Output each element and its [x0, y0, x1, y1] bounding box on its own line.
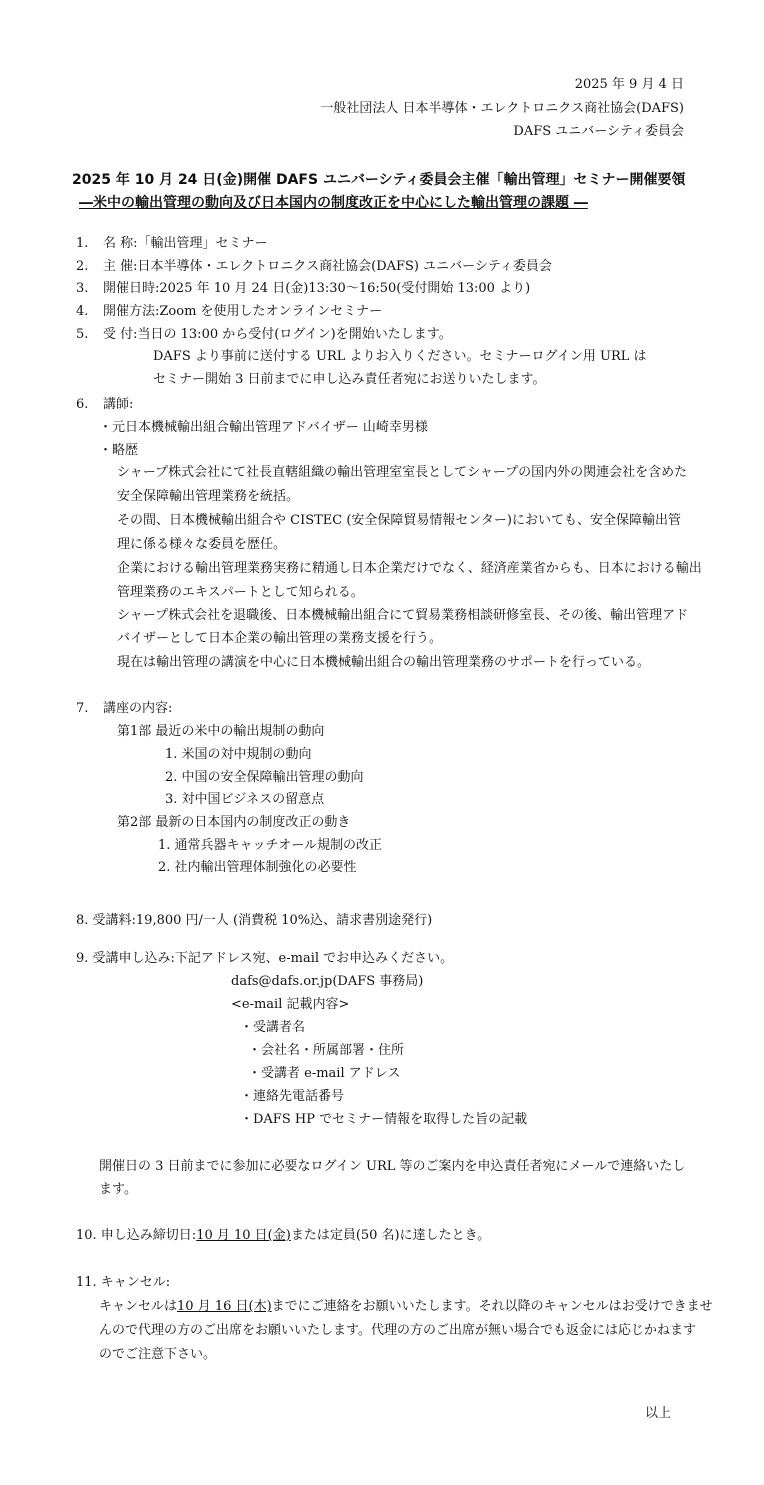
item-2: 2. 主 催:日本半導体・エレクトロニクス商社協会(DAFS) ユニバーシティ委員会 [76, 259, 552, 274]
item-5: 5. 受 付:当日の 13:00 から受付(ログイン)を開始いたします。 [76, 327, 452, 342]
cancel-policy-line-3: のでご注意下さい。 [99, 1347, 217, 1362]
document-title: 2025 年 10 月 24 日(金)開催 DAFS ユニバーシティ委員会主催「輸出管理」セミナー開催要領 [72, 172, 686, 188]
part-1-topic: 3. 対中国ビジネスの留意点 [165, 792, 325, 807]
item-4: 4. 開催方法:Zoom を使用したオンラインセミナー [76, 304, 383, 319]
document-date: 2025 年 9 月 4 日 [574, 77, 684, 92]
cancel-policy-line-2: んので代理の方のご出席をお願いいたします。代理の方のご出席が無い場合でも返金には応じかねます [99, 1323, 696, 1338]
part-2-heading: 第2部 最新の日本国内の制度改正の動き [117, 815, 351, 830]
email-contents-label: <e-mail 記載内容> [231, 997, 350, 1012]
email-content-item: ・会社名・所属部署・住所 [248, 1043, 405, 1058]
deadline-date: 10 月 10 日(金) [196, 1228, 291, 1243]
login-notice-line-1: 開催日の 3 日前までに参加に必要なログイン URL 等のご案内を申込責任者宛にメールで連絡いたし [99, 1159, 686, 1174]
sender-committee: DAFS ユニバーシティ委員会 [513, 124, 684, 139]
item-1: 1. 名 称:「輸出管理」セミナー [76, 236, 268, 251]
email-content-item: ・受講者 e-mail アドレス [248, 1066, 401, 1081]
lecturer-name: ・元日本機械輸出組合輸出管理アドバイザー 山崎幸男様 [99, 420, 428, 435]
career-label: ・略歴 [99, 443, 139, 458]
career-line: 安全保障輸出管理業務を統括。 [117, 489, 300, 504]
part-2-topic: 2. 社内輸出管理体制強化の必要性 [158, 860, 357, 875]
item-8-fee: 8. 受講料:19,800 円/一人 (消費税 10%込、請求書別途発行) [76, 913, 433, 928]
part-1-topic: 2. 中国の安全保障輸出管理の動向 [165, 770, 364, 785]
email-content-item: ・DAFS HP でセミナー情報を取得した旨の記載 [240, 1112, 528, 1127]
closing-mark: 以上 [645, 1406, 672, 1421]
item-7: 7. 講座の内容: [76, 701, 173, 716]
career-line: シャープ株式会社を退職後、日本機械輸出組合にて貿易業務相談研修室長、その後、輸出管理アド [117, 608, 689, 623]
contact-email: dafs@dafs.or.jp(DAFS 事務局) [231, 974, 424, 989]
sender-organization: 一般社団法人 日本半導体・エレクトロニクス商社協会(DAFS) [320, 101, 684, 116]
login-notice-line-2: ます。 [99, 1182, 137, 1197]
item-5-detail-2: セミナー開始 3 日前までに申し込み責任者宛にお送りいたします。 [153, 372, 546, 387]
career-line: 管理業務のエキスパートとして知られる。 [117, 585, 364, 600]
career-line: 理に係る様々な委員を歴任。 [117, 537, 287, 552]
item-5-detail-1: DAFS より事前に送付する URL よりお入りください。セミナーログイン用 URL は [153, 349, 647, 364]
email-content-item: ・連絡先電話番号 [240, 1089, 345, 1104]
career-line: 現在は輸出管理の講演を中心に日本機械輸出組合の輸出管理業務のサポートを行っている。 [117, 655, 651, 670]
career-line: バイザーとして日本企業の輸出管理の業務支援を行う。 [117, 631, 443, 646]
item-10-deadline: 10. 申し込み締切日:10 月 10 日(金)または定員(50 名)に達したとき。 [76, 1228, 491, 1243]
item-11-cancel: 11. キャンセル: [76, 1275, 171, 1290]
part-1-topic: 1. 米国の対中規制の動向 [165, 747, 312, 762]
cancel-deadline-date: 10 月 16 日(木) [177, 1299, 272, 1314]
document-subtitle: ―米中の輸出管理の動向及び日本国内の制度改正を中心にした輸出管理の課題 ― [79, 195, 588, 211]
item-9-application: 9. 受講申し込み:下記アドレス宛、e-mail でお申込みください。 [76, 951, 454, 966]
career-line: その間、日本機械輸出組合や CISTEC (安全保障貿易情報センター)においても、安全保障輸出管 [117, 513, 681, 528]
part-1-heading: 第1部 最近の米中の輸出規制の動向 [117, 724, 325, 739]
item-6: 6. 講師: [76, 397, 134, 412]
career-line: シャープ株式会社にて社長直轄組織の輸出管理室室長としてシャープの国内外の関連会社を含めた [117, 465, 688, 480]
career-line: 企業における輸出管理業務実務に精通し日本企業だけでなく、経済産業省からも、日本における輸出 [117, 561, 702, 576]
email-content-item: ・受講者名 [240, 1020, 306, 1035]
part-2-topic: 1. 通常兵器キャッチオール規制の改正 [158, 838, 383, 853]
cancel-policy-line-1: キャンセルは10 月 16 日(木)までにご連絡をお願いいたします。それ以降のキャンセルはお受けできませ [99, 1299, 713, 1314]
item-3: 3. 開催日時:2025 年 10 月 24 日(金)13:30～16:50(受付開始 13:00 より) [76, 281, 531, 296]
